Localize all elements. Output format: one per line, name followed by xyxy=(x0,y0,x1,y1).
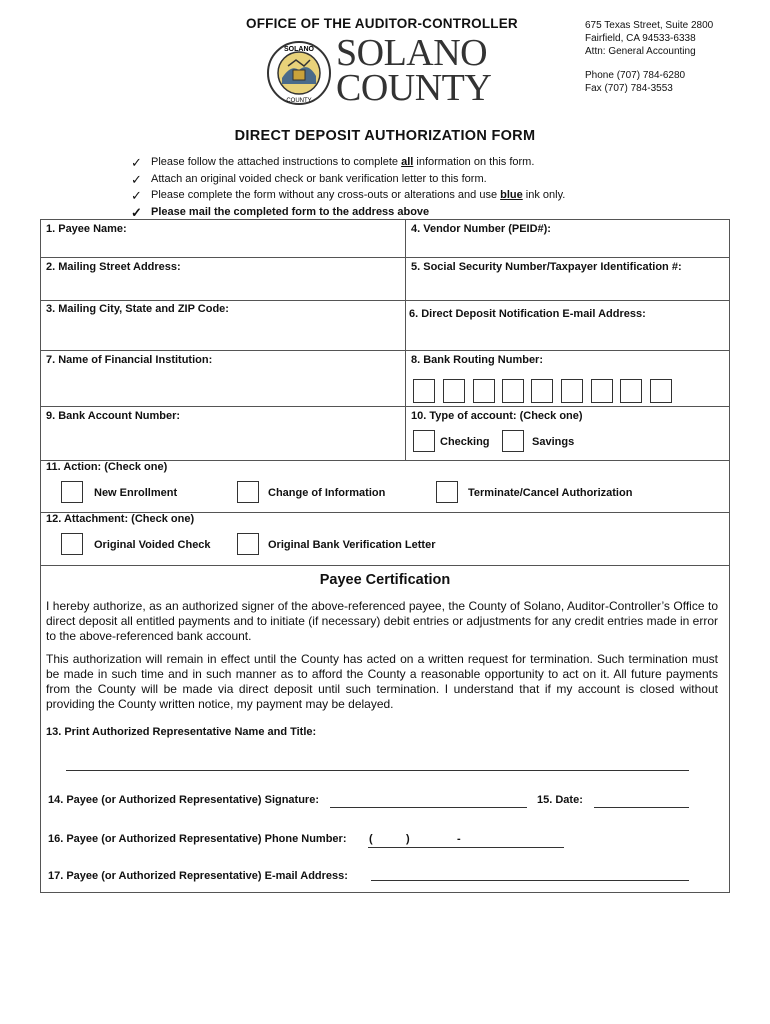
savings-label: Savings xyxy=(532,436,575,448)
phone-close-paren: ) xyxy=(406,833,410,845)
routing-digit-box[interactable] xyxy=(473,379,495,403)
payee-name-label: 1. Payee Name: xyxy=(46,223,127,235)
phone-dash: - xyxy=(457,833,461,845)
logo-wordmark-solano: SOLANO xyxy=(336,32,488,74)
mailing-city-label: 3. Mailing City, State and ZIP Code: xyxy=(46,303,229,315)
signature-label: 14. Payee (or Authorized Representative) Signature: xyxy=(48,794,319,806)
address-attn: Attn: General Accounting xyxy=(585,46,696,57)
account-type-label: 10. Type of account: (Check one) xyxy=(411,410,583,422)
checkmark-icon: ✓ xyxy=(131,155,142,170)
instruction-2: ✓ Attach an original voided check or bank verification letter to this form. xyxy=(131,172,487,187)
terminate-label: Terminate/Cancel Authorization xyxy=(468,487,633,499)
routing-digit-box[interactable] xyxy=(561,379,583,403)
certification-paragraph-1: I hereby authorize, as an authorized signer of the above-referenced payee, the County of Solano, Auditor-Controller’s Office to direct deposit all entitled payments and to initiate (if necessary) debit entries or adjustments for any credit entries made in error to the above-referenced bank account. xyxy=(46,599,718,643)
certification-paragraph-2: This authorization will remain in effect until the County has acted on a written request for termination. Such termination must be made in such time and in such manner as to afford the County a reasonable opportunity to act on it. All future payments from the County will be made via direct deposit until such termination. I understand that if my account is closed without providing the County written notice, my payment may be delayed. xyxy=(46,652,718,711)
voided-check-checkbox[interactable] xyxy=(61,533,83,555)
routing-digit-box[interactable] xyxy=(443,379,465,403)
financial-institution-label: 7. Name of Financial Institution: xyxy=(46,354,213,366)
change-information-label: Change of Information xyxy=(268,487,386,499)
seal-bottom-text: COUNTY xyxy=(286,98,312,104)
vendor-number-field[interactable] xyxy=(406,236,729,256)
instruction-3: ✓ Please complete the form without any cross-outs or alterations and use blue ink only. xyxy=(131,188,566,203)
print-name-line[interactable] xyxy=(66,770,689,771)
routing-digit-box[interactable] xyxy=(591,379,613,403)
logo-wordmark-county: COUNTY xyxy=(336,67,492,109)
bank-letter-checkbox[interactable] xyxy=(237,533,259,555)
savings-checkbox[interactable] xyxy=(502,430,524,452)
routing-digit-box[interactable] xyxy=(413,379,435,403)
instruction-4: ✓ Please mail the completed form to the address above xyxy=(131,205,430,220)
row-divider xyxy=(40,406,730,407)
routing-number-label: 8. Bank Routing Number: xyxy=(411,354,544,366)
routing-digit-box[interactable] xyxy=(650,379,672,403)
seal-top-text: SOLANO xyxy=(284,46,314,53)
phone-line[interactable] xyxy=(368,847,564,848)
routing-digit-box[interactable] xyxy=(531,379,553,403)
row-divider xyxy=(40,350,730,351)
address-fax: Fax (707) 784-3553 xyxy=(585,83,673,94)
row-divider xyxy=(40,257,730,258)
new-enrollment-label: New Enrollment xyxy=(94,487,178,499)
certification-title: Payee Certification xyxy=(319,572,451,588)
checkmark-icon: ✓ xyxy=(131,172,142,187)
terminate-checkbox[interactable] xyxy=(436,481,458,503)
row-divider xyxy=(40,565,730,566)
row-divider xyxy=(40,300,730,301)
date-label: 15. Date: xyxy=(537,794,583,806)
address-city: Fairfield, CA 94533-6338 xyxy=(585,33,696,44)
email-label: 17. Payee (or Authorized Representative) E-mail Address: xyxy=(48,870,348,882)
checkmark-icon: ✓ xyxy=(131,205,142,220)
email-notification-field[interactable] xyxy=(406,322,729,349)
attachment-label: 12. Attachment: (Check one) xyxy=(46,513,195,525)
email-notification-label: 6. Direct Deposit Notification E-mail Address: xyxy=(409,308,646,320)
phone-label: 16. Payee (or Authorized Representative) Phone Number: xyxy=(48,833,347,845)
financial-institution-field[interactable] xyxy=(41,368,404,405)
action-label: 11. Action: (Check one) xyxy=(46,461,168,473)
instruction-1: ✓ Please follow the attached instructions to complete all information on this form. xyxy=(131,155,535,170)
ssn-tin-field[interactable] xyxy=(406,275,729,299)
routing-digit-box[interactable] xyxy=(620,379,642,403)
checkmark-icon: ✓ xyxy=(131,188,142,203)
new-enrollment-checkbox[interactable] xyxy=(61,481,83,503)
vendor-number-label: 4. Vendor Number (PEID#): xyxy=(411,223,551,235)
ssn-tin-label: 5. Social Security Number/Taxpayer Identification #: xyxy=(411,261,682,273)
bank-letter-label: Original Bank Verification Letter xyxy=(268,539,436,551)
county-seal-logo xyxy=(266,40,332,106)
checking-checkbox[interactable] xyxy=(413,430,435,452)
office-title: OFFICE OF THE AUDITOR-CONTROLLER xyxy=(246,16,518,31)
mailing-street-field[interactable] xyxy=(41,275,404,299)
date-line[interactable] xyxy=(594,807,689,808)
account-number-label: 9. Bank Account Number: xyxy=(46,410,181,422)
payee-name-field[interactable] xyxy=(41,236,404,256)
mailing-city-field[interactable] xyxy=(41,318,404,349)
mailing-street-label: 2. Mailing Street Address: xyxy=(46,261,181,273)
email-line[interactable] xyxy=(371,880,689,881)
change-information-checkbox[interactable] xyxy=(237,481,259,503)
routing-digit-box[interactable] xyxy=(502,379,524,403)
voided-check-label: Original Voided Check xyxy=(94,539,211,551)
phone-open-paren: ( xyxy=(369,833,373,845)
address-street: 675 Texas Street, Suite 2800 xyxy=(585,20,714,31)
account-number-field[interactable] xyxy=(41,424,404,459)
checking-label: Checking xyxy=(440,436,490,448)
address-phone: Phone (707) 784-6280 xyxy=(585,70,686,81)
form-title: DIRECT DEPOSIT AUTHORIZATION FORM xyxy=(234,128,536,144)
signature-line[interactable] xyxy=(330,807,527,808)
print-name-label: 13. Print Authorized Representative Name and Title: xyxy=(46,726,317,738)
